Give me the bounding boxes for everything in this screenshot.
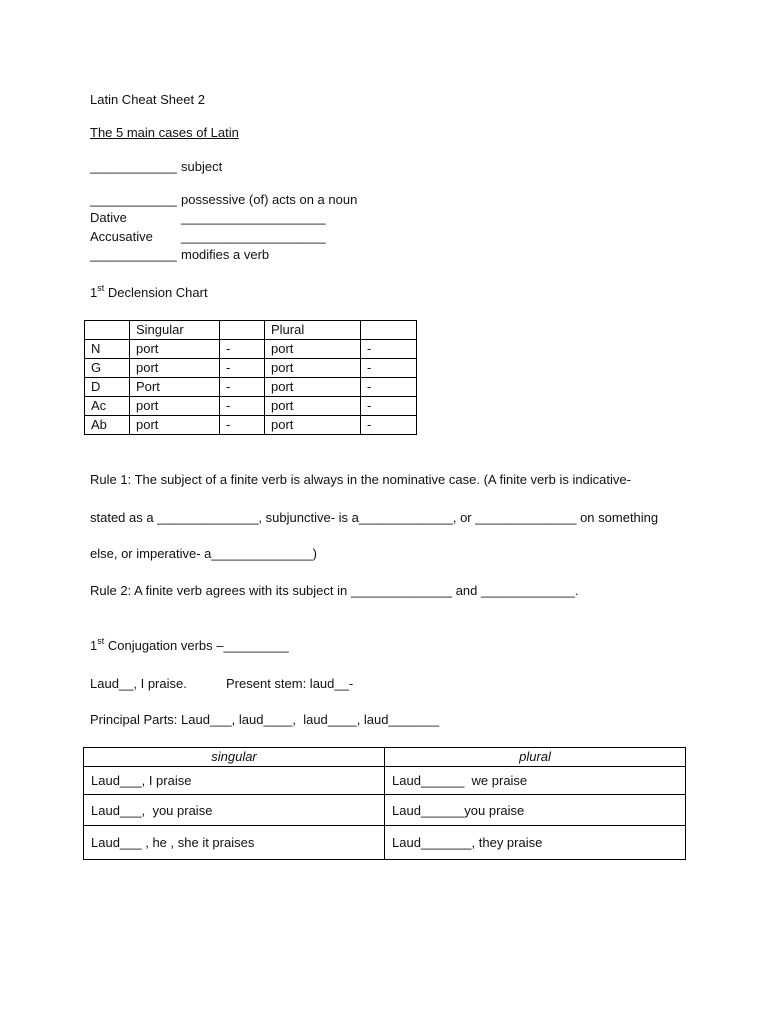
declension-cell: -: [361, 359, 417, 378]
conjugation-heading-number: 1: [90, 638, 98, 653]
declension-cell: -: [220, 340, 265, 359]
declension-cell: port: [265, 340, 361, 359]
laud-example: Laud__, I praise.: [90, 676, 187, 691]
case-line-5-left: ____________: [90, 247, 177, 262]
conjugation-cell: Laud______ we praise: [385, 767, 686, 795]
conjugation-cell: Laud___, I praise: [84, 767, 385, 795]
case-line-3-left: Dative: [90, 210, 127, 225]
conjugation-cell: Laud______you praise: [385, 795, 686, 826]
declension-cell: port: [265, 416, 361, 435]
declension-heading-text: Declension Chart: [104, 285, 208, 300]
document-title: Latin Cheat Sheet 2: [90, 92, 205, 107]
declension-row: [85, 416, 417, 435]
cases-heading: The 5 main cases of Latin: [90, 125, 239, 140]
case-line-2-left: ____________: [90, 192, 177, 207]
declension-cell: port: [130, 340, 220, 359]
case-line-4-right: ____________________: [181, 229, 326, 244]
conjugation-header-row: [84, 748, 686, 767]
declension-cell: port: [265, 397, 361, 416]
declension-header-row: [85, 321, 417, 340]
declension-cell: port: [130, 397, 220, 416]
declension-cell: -: [220, 378, 265, 397]
principal-parts: Principal Parts: Laud___, laud____, laud____, laud_______: [90, 712, 440, 727]
declension-row: [85, 397, 417, 416]
rule-1-line-1: Rule 1: The subject of a finite verb is always in the nominative case. (A finite verb is indicative-: [90, 472, 631, 487]
case-line-2-right: possessive (of) acts on a noun: [181, 192, 358, 207]
declension-header-cell: Singular: [130, 321, 220, 340]
declension-cell: -: [361, 416, 417, 435]
declension-cell: -: [361, 378, 417, 397]
declension-cell: -: [220, 397, 265, 416]
declension-cell: port: [265, 359, 361, 378]
case-line-3-right: ____________________: [181, 210, 326, 225]
rule-2: Rule 2: A finite verb agrees with its subject in ______________ and _____________.: [90, 583, 579, 598]
conjugation-header-plural: plural: [385, 748, 686, 767]
declension-cell: -: [361, 340, 417, 359]
declension-cell: port: [130, 416, 220, 435]
declension-header-cell: [220, 321, 265, 340]
case-line-1-right: subject: [181, 159, 223, 174]
declension-cell: port: [130, 359, 220, 378]
case-line-5-right: modifies a verb: [181, 247, 270, 262]
conjugation-row: [84, 795, 686, 826]
declension-header-cell: [85, 321, 130, 340]
declension-heading-sup: st: [97, 282, 105, 293]
case-line-4-left: Accusative: [90, 229, 153, 244]
declension-cell: -: [361, 397, 417, 416]
declension-row: [85, 378, 417, 397]
declension-cell: -: [220, 359, 265, 378]
declension-cell: D: [85, 378, 130, 397]
declension-cell: Ac: [85, 397, 130, 416]
declension-cell: Ab: [85, 416, 130, 435]
declension-heading: [90, 282, 208, 301]
conjugation-heading: [90, 635, 289, 654]
conjugation-row: [84, 826, 686, 860]
case-line-1-left: ____________: [90, 159, 177, 174]
conjugation-cell: Laud___, you praise: [84, 795, 385, 826]
conjugation-cell: Laud_______, they praise: [385, 826, 686, 860]
declension-table: [84, 320, 417, 435]
declension-cell: port: [265, 378, 361, 397]
rule-1-line-3: else, or imperative- a______________): [90, 546, 317, 561]
conjugation-heading-text: Conjugation verbs –_________: [104, 638, 289, 653]
declension-row: [85, 359, 417, 378]
declension-cell: -: [220, 416, 265, 435]
conjugation-heading-sup: st: [97, 635, 105, 646]
conjugation-cell: Laud___ , he , she it praises: [84, 826, 385, 860]
declension-header-cell: [361, 321, 417, 340]
rule-1-line-2: stated as a ______________, subjunctive- is a_____________, or ______________ on something: [90, 510, 659, 525]
conjugation-row: [84, 767, 686, 795]
present-stem: Present stem: laud__-: [226, 676, 354, 691]
declension-header-cell: Plural: [265, 321, 361, 340]
conjugation-table: [83, 747, 686, 860]
conjugation-header-singular: singular: [84, 748, 385, 767]
declension-cell: G: [85, 359, 130, 378]
declension-row: [85, 340, 417, 359]
declension-heading-number: 1: [90, 285, 98, 300]
declension-cell: Port: [130, 378, 220, 397]
declension-cell: N: [85, 340, 130, 359]
